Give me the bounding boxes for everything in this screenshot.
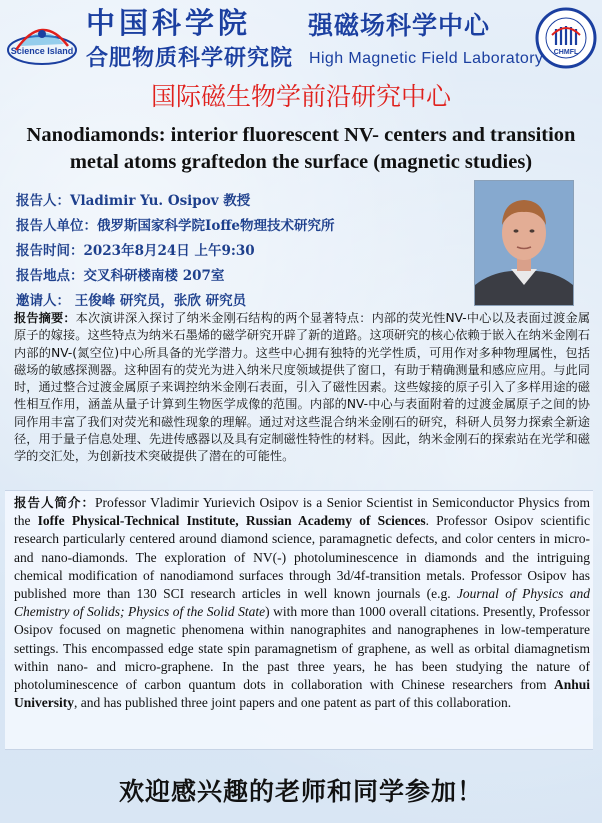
bio-text-4: , and has published three joint papers and one patent as part of this collaboration. [74,695,512,711]
talk-title: Nanodiamonds: interior fluorescent NV- centers and transition metal atoms graftedon the surface (magnetic studies) [26,124,576,173]
speaker-portrait [475,181,573,305]
cas-institute: 合肥物质科学研究院 [86,45,294,71]
location-line: 报告地点：交叉科研楼南楼 207室 [16,268,225,284]
chmfl-logo-text: CHMFL [553,49,579,56]
affiliation-line: 报告人单位：俄罗斯国家科学院Ioffe物理技术研究所 [16,218,335,234]
bio-institute: Ioffe Physical-Technical Institute, Russian Academy of Sciences [37,513,426,529]
chmfl-logo [535,7,597,69]
lab-name-cn: 强磁场科学中心 [308,11,491,40]
speaker-photo [474,180,574,306]
science-island-logo-text: Science Island [10,46,74,56]
science-island-logo [6,6,78,78]
bio-journals: Journal of Physics and Chemistry of Solids; Physics of the Solid State [14,586,590,620]
talk-info [16,189,466,314]
bio-text-3: ) with more than 1000 overall citations. Presently, Professor Osipov focused on magnetic phenomena within nanographites and nanographenes in low-temperature settings. This encompassed edge state spin paramagnetism of graphene, as well as orbital diamagnetism within nano- and micro-graphene. In the past three years, he has been studying the nature of photoluminescence of carbon quantum dots in collaboration with Chinese researchers from [14,604,590,693]
bio-university: Anhui University [14,677,590,711]
abstract [14,310,590,466]
bio-text-2: . Professor Osipov scientific research particularly centered around diamond science, paramagnetic defects, and color centers in micro- and nano-diamonds. The exploration of NV(-) photoluminescence in diamonds and the intriguing chemical modification of nanodiamond surfaces through 3d/4f-transition metals. Professor Osipov has published more than 130 SCI research articles in well known journals (e.g. [14,513,590,602]
welcome-message: 欢迎感兴趣的老师和同学参加！ [118,777,483,806]
inviters-line: 邀请人： 王俊峰 研究员，张欣 研究员 [16,293,247,309]
cas-name: 中国科学院 [86,6,252,40]
bio-text-1: Professor Vladimir Yurievich Osipov is a Senior Scientist in Semiconductor Physics from the [14,495,590,529]
abstract-text: 本次演讲深入探讨了纳米金刚石结构的两个显著特点：内部的荧光性NV-中心以及表面过渡金属原子的嫁接。这些特点为纳米石墨烯的磁学研究开辟了新的道路。这项研究的核心依赖于嵌入在纳米金刚石内部的NV-(氮空位)中心所具备的光学潜力。这些中心拥有独特的光学性质，可用作对多种物理属性，包括磁场的敏感探测器。这种固有的荧光为进入纳米尺度领域提供了窗口，有助于精确测量和感应应用。与此同时，通过整合过渡金属原子来调控纳米金刚石表面，引入了磁性因素。这些嫁接的原子引入了多样用途的磁性相互作用，涵盖从量子计算到生物医学成像的范围。内部的NV-中心与表面附着的过渡金属原子之间的协同作用丰富了我们对荧光和磁性现象的理解。通过对这些混合纳米金刚石的研究，科研人员努力探索全新途径，用于量子信息处理、先进传感器以及具有定制磁性特性的材料。因此，纳米金刚石的探索站在光学和磁学的交汇处，为创新技术突破提供了潜在的可能性。 [14,311,591,464]
lab-name-en: High Magnetic Field Laboratory [309,50,544,67]
bio-label: 报告人简介： [14,495,95,510]
speaker-line: 报告人：Vladimir Yu. Osipov 教授 [16,193,251,209]
time-line: 报告时间：2023年8月24日 上午9:30 [16,243,255,259]
abstract-label: 报告摘要： [14,311,76,325]
center-title: 国际磁生物学前沿研究中心 [150,82,451,111]
speaker-bio [14,494,590,712]
